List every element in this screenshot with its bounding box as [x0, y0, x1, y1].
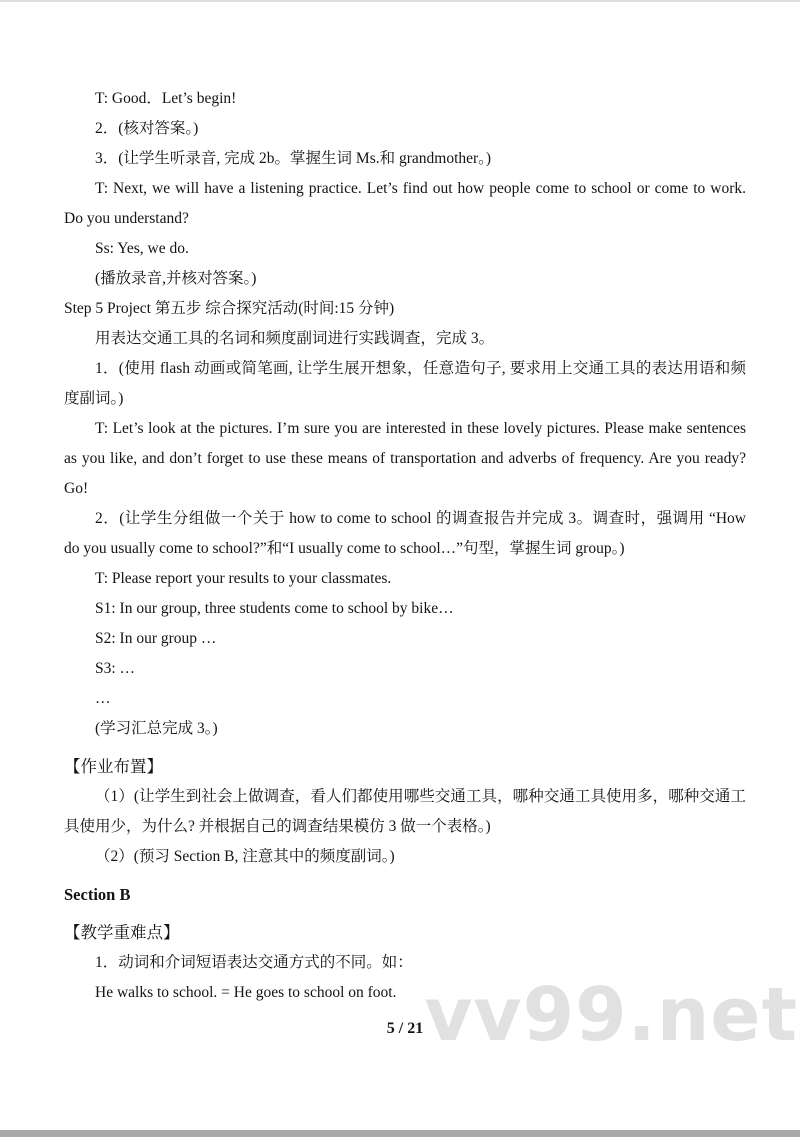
step-heading: Step 5 Project 第五步 综合探究活动(时间:15 分钟)	[64, 300, 395, 317]
paragraph: (播放录音,并核对答案。)	[95, 270, 257, 287]
homework-section-heading: 【作业布置】	[64, 757, 163, 776]
section-b-heading: Section B	[64, 885, 131, 904]
paragraph: T: Let’s look at the pictures. I’m sure you are interested in these lovely pictures. Please make sentences as you like, and don’t forget to use these means of transportation and adverbs of frequency. Are you ready? Go!	[64, 420, 746, 497]
paragraph: 3．(让学生听录音, 完成 2b。掌握生词 Ms.和 grandmother。)	[95, 150, 492, 167]
paragraph: T: Next, we will have a listening practice. Let’s find out how people come to school or come to work. Do you understand?	[64, 180, 746, 227]
page-number: 5 / 21	[386, 1020, 424, 1037]
paragraph: S2: In our group …	[95, 630, 217, 647]
paragraph: Ss: Yes, we do.	[95, 240, 189, 257]
page-top-edge	[0, 0, 800, 2]
paragraph: （1）(让学生到社会上做调查，看人们都使用哪些交通工具，哪种交通工具使用多，哪种交通工具使用少，为什么? 并根据自己的调查结果模仿 3 做一个表格。)	[64, 788, 746, 835]
paragraph: 用表达交通工具的名词和频度副词进行实践调查，完成 3。	[95, 330, 495, 347]
paragraph: 1．(使用 flash 动画或简笔画, 让学生展开想象，任意造句子, 要求用上交通工具的表达用语和频度副词。)	[64, 360, 746, 407]
paragraph: T: Please report your results to your classmates.	[95, 570, 392, 587]
paragraph: S1: In our group, three students come to school by bike…	[95, 600, 454, 617]
paragraph: （2）(预习 Section B, 注意其中的频度副词。)	[95, 848, 395, 865]
watermark: vv99.net	[424, 972, 798, 1058]
paragraph: (学习汇总完成 3。)	[95, 720, 218, 737]
page-bottom-edge	[0, 1130, 800, 1137]
paragraph: S3: …	[95, 660, 136, 677]
key-points-heading: 【教学重难点】	[64, 923, 180, 942]
paragraph: T: Good．Let’s begin!	[95, 90, 237, 107]
paragraph: 1．动词和介词短语表达交通方式的不同。如：	[95, 954, 413, 971]
paragraph: He walks to school. = He goes to school on foot.	[95, 984, 397, 1001]
paragraph: …	[95, 690, 111, 707]
paragraph: 2．(核对答案。)	[95, 120, 199, 137]
paragraph: 2．(让学生分组做一个关于 how to come to school 的调查报告并完成 3。调查时，强调用 “How do you usually come to school?”和“I usually come to school…”句型，掌握生词 group。)	[64, 510, 746, 557]
